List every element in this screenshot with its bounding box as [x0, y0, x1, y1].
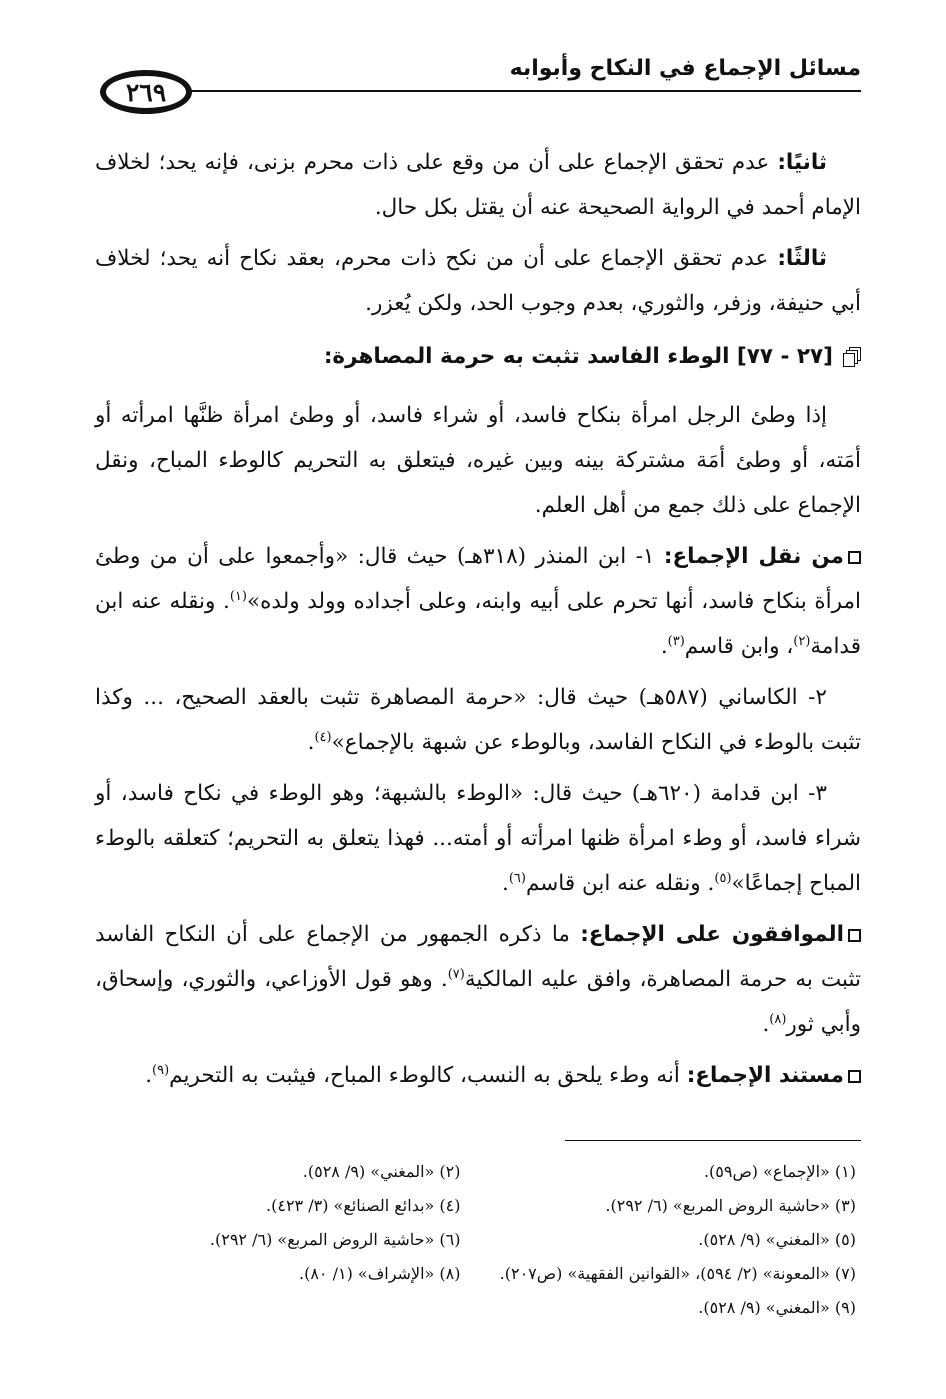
- footnote: (٥) «المغني» (٩/ ٥٢٨).: [698, 1230, 856, 1249]
- page-number-badge: [100, 70, 192, 114]
- paragraph-kasani: [95, 675, 861, 765]
- books-icon: [843, 347, 861, 367]
- paragraph-transmitters: [95, 534, 861, 669]
- footnote-ref[interactable]: (٧): [447, 966, 465, 982]
- paragraph-lead: ثانيًا:: [777, 150, 827, 175]
- running-title: مسائل الإجماع في النكاح وأبوابه: [509, 56, 861, 81]
- footnote: (٤) «بدائع الصنائع» (٣/ ٤٢٣).: [266, 1196, 461, 1215]
- paragraph-text: . ونقله عنه ابن قاسم: [525, 871, 715, 896]
- paragraph-text: ما ذكره الجمهور من الإجماع على أن النكاح الفاسد تثبت به حرمة المصاهرة، وافق عليه المالكية: [95, 922, 861, 992]
- footnote-ref[interactable]: (٩): [152, 1062, 170, 1078]
- paragraph-text: ٢- الكاساني (٥٨٧هـ) حيث قال: «حرمة المصاهرة تثبت بالعقد الصحيح، ... وكذا تثبت بالوطء في النكاح الفاسد، وبالوطء عن شبهة بالإجماع»: [95, 685, 861, 755]
- footnotes: [95, 1160, 856, 1320]
- paragraph-thirdly: [95, 236, 861, 326]
- header-rule: [170, 90, 861, 92]
- paragraph-text: ٣- ابن قدامة (٦٢٠هـ) حيث قال: «الوطء بالشبهة؛ وهو الوطء في نكاح فاسد، أو شراء فاسد، أو وطء امرأة ظنها امرأته أو أمته... فهذا يتعلق به التحريم؛ كتعلقه بالوطء المباح إجماعًا»: [95, 781, 861, 896]
- footnote-ref[interactable]: (١): [229, 588, 247, 604]
- paragraph-text: .: [145, 1063, 153, 1088]
- paragraph-text: . ونقله عنه ابن قدامة: [95, 589, 861, 659]
- footnote-ref[interactable]: (٥): [714, 870, 732, 886]
- footnote-separator: [565, 1140, 861, 1141]
- paragraph-lead: من نقل الإجماع:: [663, 544, 844, 569]
- footnote: (١) «الإجماع» (ص٥٩).: [703, 1162, 856, 1181]
- footnote-ref[interactable]: (٢): [793, 633, 811, 649]
- paragraph-secondly: [95, 140, 861, 230]
- paragraph-agreeing: [95, 912, 861, 1047]
- footnote: (٩) «المغني» (٩/ ٥٢٨).: [698, 1298, 856, 1317]
- paragraph-text: .: [660, 634, 668, 659]
- paragraph-text: .: [762, 1012, 770, 1037]
- square-bullet-icon: [848, 1070, 861, 1083]
- footnote: (٢) «المغني» (٩/ ٥٢٨).: [302, 1162, 461, 1181]
- paragraph-text: عدم تحقق الإجماع على أن من نكح ذات محرم، بعقد نكاح أنه يحد؛ لخلاف أبي حنيفة، وزفر، والثوري، بعدم وجوب الحد، ولكن يُعزر.: [95, 246, 861, 316]
- paragraph-text: .: [307, 730, 315, 755]
- paragraph-text: عدم تحقق الإجماع على أن من وقع على ذات محرم بزنى، فإنه يحد؛ لخلاف الإمام أحمد في الرواية الصحيحة عنه أن يقتل بكل حال.: [95, 150, 861, 220]
- page-number: ٢٦٩: [125, 77, 167, 107]
- paragraph-lead: ثالثًا:: [777, 246, 827, 271]
- footnote-ref[interactable]: (٨): [769, 1011, 787, 1027]
- paragraph-text: إذا وطئ الرجل امرأة بنكاح فاسد، أو شراء فاسد، أو وطئ امرأة ظنَّها امرأته أو أمَته، أو وطئ أمَة مشتركة بينه وبين غيره، فيتعلق به التحريم كالوطء المباح، ونقل الإجماع على ذلك جمع من أهل العلم.: [95, 403, 861, 518]
- square-bullet-icon: [848, 929, 861, 942]
- footnote-ref[interactable]: (٤): [314, 729, 332, 745]
- paragraph-ibn-qudama: [95, 771, 861, 906]
- paragraph-lead: الموافقون على الإجماع:: [580, 922, 845, 947]
- section-heading: [95, 334, 861, 379]
- page-body: [95, 140, 861, 1104]
- paragraph-text: ١- ابن المنذر (٣١٨هـ) حيث قال: «وأجمعوا على أن من وطئ امرأة بنكاح فاسد، أنها تحرم على أبيه وابنه، وعلى أجداده وولد ولده»: [95, 544, 861, 614]
- section-heading-text: [٢٧ - ٧٧] الوطء الفاسد تثبت به حرمة المصاهرة:: [323, 344, 833, 369]
- footnote: (٦) «حاشية الروض المربع» (٦/ ٢٩٢).: [209, 1230, 461, 1249]
- paragraph-lead: مستند الإجماع:: [686, 1063, 844, 1088]
- paragraph-text: أنه وطء يلحق به النسب، كالوطء المباح، فيثبت به التحريم: [169, 1063, 687, 1088]
- footnote-ref[interactable]: (٣): [667, 633, 685, 649]
- paragraph-intro: [95, 393, 861, 528]
- paragraph-basis: [95, 1053, 861, 1098]
- footnote: (٣) «حاشية الروض المربع» (٦/ ٢٩٢).: [605, 1196, 856, 1215]
- footnote-ref[interactable]: (٦): [508, 870, 526, 886]
- paragraph-text: . وهو قول الأوزاعي، والثوري، وإسحاق، وأبي ثور: [95, 967, 861, 1037]
- paragraph-text: ، وابن قاسم: [684, 634, 794, 659]
- square-bullet-icon: [848, 551, 861, 564]
- paragraph-text: .: [502, 871, 509, 896]
- footnote: (٨) «الإشراف» (١/ ٨٠).: [298, 1264, 461, 1283]
- footnote: (٧) «المعونة» (٢/ ٥٩٤)، «القوانين الفقهية» (ص٢٠٧).: [499, 1264, 856, 1283]
